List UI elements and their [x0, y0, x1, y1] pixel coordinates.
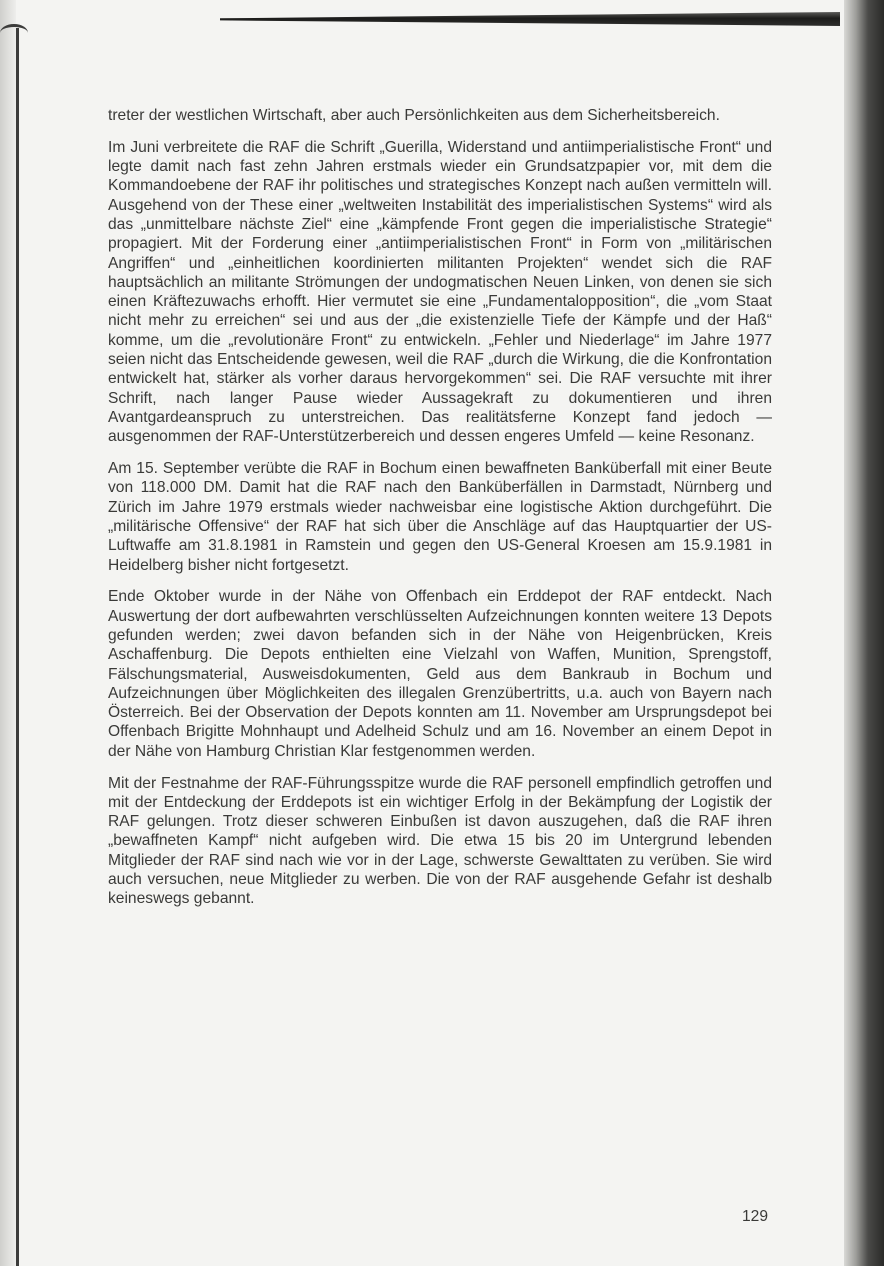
binding-hook — [0, 24, 28, 33]
paragraph: treter der westlichen Wirtschaft, aber auch Persönlichkeiten aus dem Sicherheitsbereich. — [108, 107, 720, 124]
paragraph: Im Juni verbreitete die RAF die Schrift „Guerilla, Widerstand und antiimperialistische Front“ und legte damit nach fast zehn Jahren erstmals wieder ein Grundsatzpapier vor, mit dem die Kommandoebene der RAF ihr politisches und strategisches Konzept nach außen vermitteln will. Ausgehend von der These einer „weltweiten Instabilität des imperialistischen Systems“ wird als das „unmittelbare nächste Ziel“ eine „kämpfende Front gegen die imperialistische Strategie“ propagiert. Mit der Forderung einer „antiimperialistischen Front“ in Form von „militärischen Angriffen“ und „einheitlichen koordinierten militanten Projekten“ wendet sich die RAF hauptsächlich an militante Strömungen der undogmatischen Neuen Linken, von denen sie sich einen Kräftezuwachs erhofft. Hier vermutet sie eine „Fundamentalopposition“, die „vom Staat nicht mehr zu erreichen“ sei und aus der „die existenzielle Tiefe der Kämpfe und der Haß“ komme, um die „revolutionäre Front“ zu entwickeln. „Fehler und Niederlage“ im Jahre 1977 seien nicht das Entscheidende gewesen, weil die RAF „durch die Wirkung, die die Konfrontation entwickelt hat, stärker als vorher daraus hervorgekommen“ sei. Die RAF versuchte mit ihrer Schrift, nach langer Pause wieder Aussagekraft zu dokumentieren und ihren Avantgardeanspruch zu unterstreichen. Das realitätsferne Konzept fand jedoch — ausgenommen der RAF-Unterstützerbereich und dessen engeres Umfeld — keine Resonanz. — [108, 138, 772, 446]
body-text — [108, 106, 772, 921]
paragraph: Mit der Festnahme der RAF-Führungsspitze wurde die RAF personell empfindlich getroffen und mit der Entdeckung der Erddepots ist ein wichtiger Erfolg in der Bekämpfung der Logistik der RAF gelungen. Trotz dieser schweren Einbußen ist davon auszugehen, daß die RAF ihren „bewaffneten Kampf“ nicht aufgeben wird. Die etwa 15 bis 20 im Untergrund lebenden Mitglieder der RAF sind nach wie vor in der Lage, schwerste Gewalttaten zu verüben. Sie wird auch versuchen, neue Mitglieder zu werben. Die von der RAF ausgehende Gefahr ist deshalb keineswegs gebannt. — [108, 774, 772, 908]
paragraph: Ende Oktober wurde in der Nähe von Offenbach ein Erddepot der RAF entdeckt. Nach Auswertung der dort aufbewahrten verschlüsselten Aufzeichnungen konnten weitere 13 Depots gefunden werden; zwei davon befanden sich in der Nähe von Heigenbrücken, Kreis Aschaffenburg. Die Depots enthielten eine Vielzahl von Waffen, Munition, Sprengstoff, Fälschungsmaterial, Ausweisdokumenten, Geld aus dem Bankraub in Bochum und Aufzeichnungen über Möglichkeiten des illegalen Grenzübertritts, u.a. auch von Bayern nach Österreich. Bei der Observation der Depots konnten am 11. November am Ursprungsdepot bei Offenbach Brigitte Mohnhaupt und Adelheid Schulz und am 16. November an einem Depot in der Nähe von Hamburg Christian Klar festgenommen werden. — [108, 588, 772, 760]
paragraph: Am 15. September verübte die RAF in Bochum einen bewaffneten Banküberfall mit einer Beute von 118.000 DM. Damit hat die RAF nach den Banküberfällen in Darmstadt, Nürnberg und Zürich im Jahre 1979 erstmals wieder nachweisbar eine logistische Aktion durchgeführt. Die „militärische Offensive“ der RAF hat sich über die Anschläge auf das Hauptquartier der US-Luftwaffe am 31.8.1981 in Ramstein und gegen den US-General Kroesen am 15.9.1981 in Heidelberg bisher nicht fortgesetzt. — [108, 460, 772, 574]
page-number: 129 — [741, 1208, 768, 1225]
top-rule — [220, 12, 840, 26]
scan-edge — [844, 0, 884, 1266]
binding-shadow — [0, 0, 16, 1266]
binding-line — [16, 28, 19, 1266]
